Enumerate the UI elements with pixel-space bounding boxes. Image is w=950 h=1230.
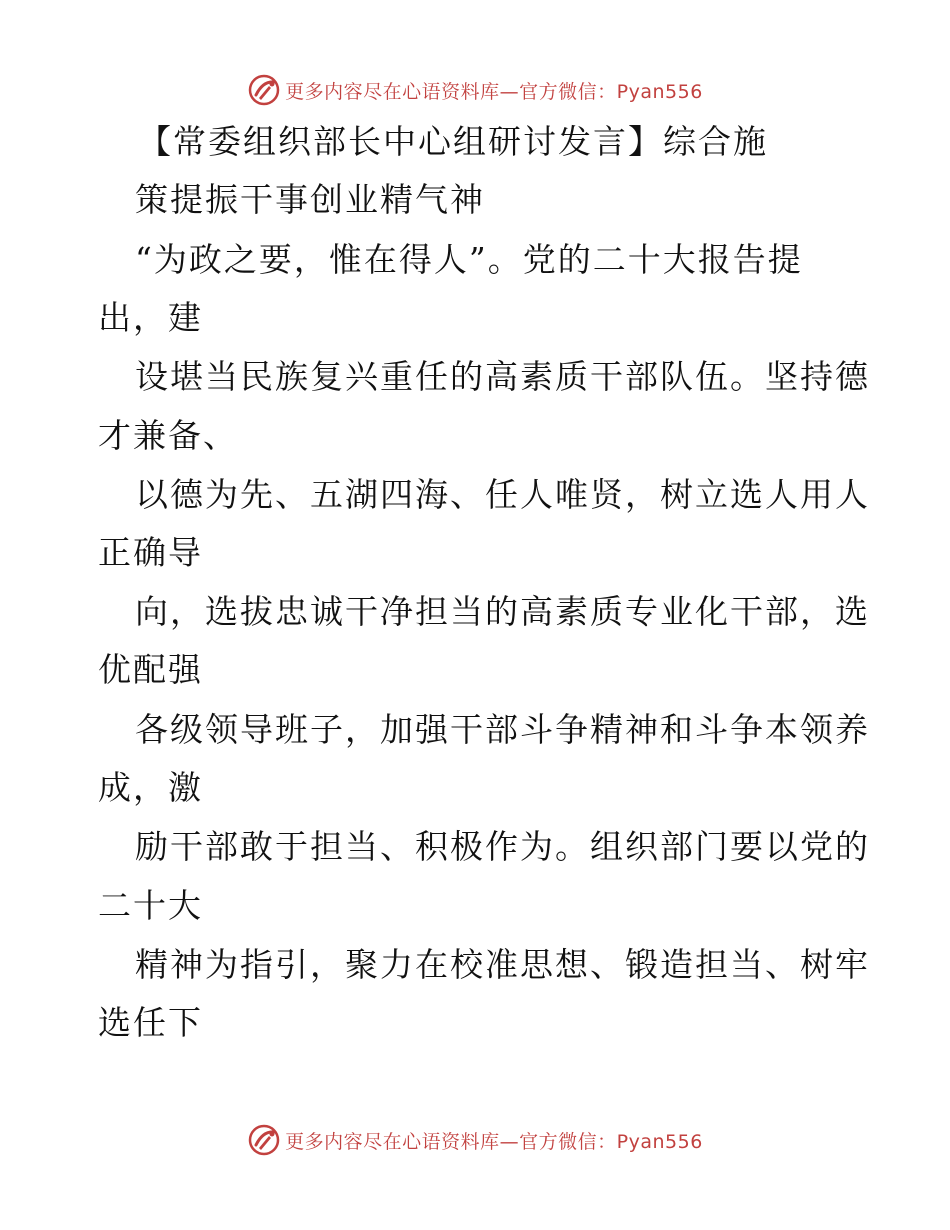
paragraph-line: 励干部敢于担当、积极作为。组织部门要以党的 bbox=[135, 827, 870, 866]
paragraph-line: 才兼备、 bbox=[98, 416, 238, 455]
banner-text: 更多内容尽在心语资料库—官方微信：Pyan556 bbox=[285, 1130, 703, 1153]
paragraph-line: 向，选拔忠诚干净担当的高素质专业化干部，选 bbox=[135, 592, 870, 631]
document-title-line-1: 【常委组织部长中心组研讨发言】综合施 bbox=[138, 122, 768, 161]
banner-text: 更多内容尽在心语资料库—官方微信：Pyan556 bbox=[285, 80, 703, 103]
document-title-line-2: 策提振干事创业精气神 bbox=[135, 180, 485, 219]
pen-swoosh-logo-icon bbox=[247, 73, 281, 107]
paragraph-line: 精神为指引，聚力在校准思想、锻造担当、树牢 bbox=[135, 945, 870, 984]
paragraph-line: 各级领导班子，加强干部斗争精神和斗争本领养 bbox=[135, 710, 870, 749]
paragraph-line: “为政之要，惟在得人”。党的二十大报告提 bbox=[135, 240, 803, 279]
paragraph-line: 设堪当民族复兴重任的高素质干部队伍。坚持德 bbox=[135, 357, 870, 396]
footer-banner bbox=[0, 1120, 950, 1160]
paragraph-line: 以德为先、五湖四海、任人唯贤，树立选人用人 bbox=[135, 475, 870, 514]
paragraph-line: 选任下 bbox=[98, 1003, 203, 1042]
paragraph-line: 出，建 bbox=[98, 298, 203, 337]
paragraph-line: 成，激 bbox=[98, 768, 203, 807]
pen-swoosh-logo-icon bbox=[247, 1123, 281, 1157]
paragraph-line: 优配强 bbox=[98, 650, 203, 689]
header-banner bbox=[0, 70, 950, 110]
paragraph-line: 二十大 bbox=[98, 886, 203, 925]
paragraph-line: 正确导 bbox=[98, 533, 203, 572]
